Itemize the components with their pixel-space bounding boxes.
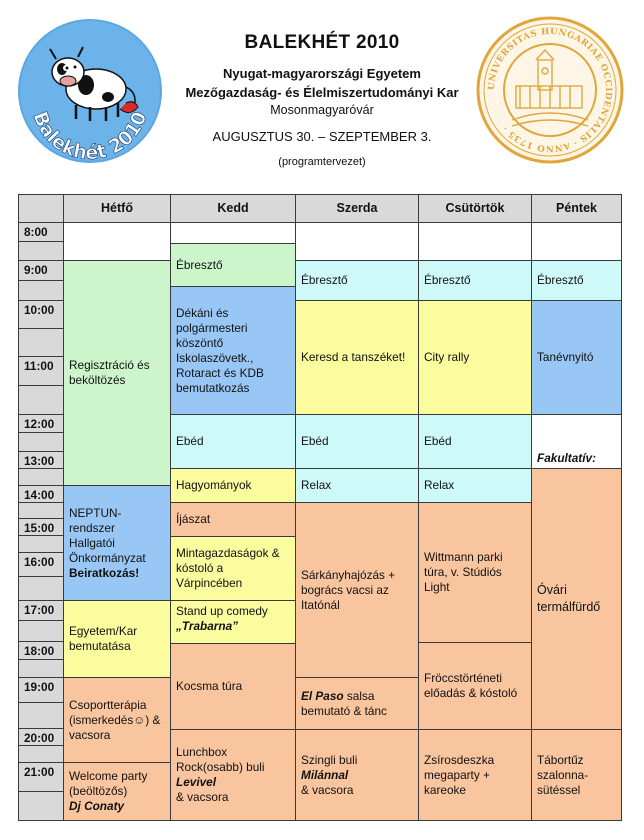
event-text: Dékáni és polgármesteri köszöntő Iskolaszövetk., Rotaract és KDB bemutatkozás bbox=[176, 305, 264, 395]
time-half bbox=[18, 535, 64, 553]
event-text: Mintagazdaságok & kóstoló a Várpincében bbox=[176, 546, 280, 590]
event-city-rally bbox=[418, 300, 532, 415]
time-label: 16:00 bbox=[18, 552, 64, 577]
event-text: Ébresztő bbox=[301, 273, 348, 287]
event-fakultativ bbox=[531, 414, 622, 469]
event-sarkanyhajozas bbox=[295, 502, 419, 678]
time-label: 18:00 bbox=[18, 641, 64, 660]
time-label: 12:00 bbox=[18, 414, 64, 433]
time-half bbox=[18, 659, 64, 678]
event-text: salsa bemutató & tánc bbox=[301, 688, 387, 718]
event-text: Fakultatív: bbox=[537, 451, 596, 465]
time-half bbox=[18, 468, 64, 486]
event-keresd-tanszeket bbox=[295, 300, 419, 415]
event-text: Íjászat bbox=[176, 512, 211, 526]
event-text: Ebéd bbox=[176, 434, 204, 448]
event-text: Relax bbox=[301, 478, 332, 492]
event-mintagazdasagok bbox=[170, 536, 296, 601]
day-header-hetfo: Hétfő bbox=[63, 194, 171, 223]
empty-cell bbox=[418, 222, 532, 261]
event-text: Beiratkozás! bbox=[69, 565, 140, 580]
corner-header bbox=[18, 194, 64, 223]
event-egyetem bbox=[63, 600, 171, 678]
time-half bbox=[18, 502, 64, 519]
event-text: ) & vacsora bbox=[69, 712, 161, 742]
event-dates: AUGUSZTUS 30. – SZEPTEMBER 3. bbox=[212, 129, 432, 144]
faculty-name: Mezőgazdaság- és Élelmiszertudományi Kar bbox=[185, 85, 459, 100]
day-header-kedd: Kedd bbox=[170, 194, 296, 223]
balekhet-cow-logo bbox=[16, 17, 164, 165]
event-text: Regisztráció és beköltözés bbox=[69, 358, 150, 387]
university-name: Nyugat-magyarországi Egyetem bbox=[223, 66, 421, 81]
event-szingli-buli bbox=[295, 729, 419, 821]
event-kocsma-tura bbox=[170, 643, 296, 730]
time-label: 9:00 bbox=[18, 260, 64, 281]
day-header-szerda: Szerda bbox=[295, 194, 419, 223]
event-text: Egyetem/Kar bemutatása bbox=[69, 624, 138, 653]
event-text: Tanévnyitó bbox=[537, 350, 594, 364]
time-label: 19:00 bbox=[18, 677, 64, 703]
event-text: Hallgatói Önkormányzat bbox=[69, 535, 146, 565]
time-half bbox=[18, 432, 64, 452]
event-text: Milánnal bbox=[301, 767, 349, 782]
event-ebed bbox=[418, 414, 532, 469]
event-relax bbox=[295, 468, 419, 503]
time-label: 15:00 bbox=[18, 518, 64, 536]
empty-cell bbox=[63, 222, 171, 261]
event-text: Óvári termálfürdő bbox=[537, 583, 601, 614]
time-label: 20:00 bbox=[18, 728, 64, 746]
event-ebed bbox=[295, 414, 419, 469]
event-text: Keresd a tanszéket! bbox=[301, 350, 406, 364]
time-label: 17:00 bbox=[18, 600, 64, 621]
time-label: 11:00 bbox=[18, 356, 64, 386]
time-half bbox=[18, 385, 64, 415]
event-text: Sárkányhajózás + bogrács vacsi az Itatónál bbox=[301, 567, 396, 612]
event-wittmann bbox=[418, 502, 532, 643]
event-ovari-termalfurdo bbox=[531, 468, 622, 730]
event-text: Stand up comedy bbox=[176, 604, 268, 618]
page-title: BALEKHÉT 2010 bbox=[244, 32, 400, 53]
event-text: El Paso bbox=[301, 688, 344, 703]
event-text: Kocsma túra bbox=[176, 679, 243, 693]
seal-text: UNIVERSITAS HUNGARIAE OCCIDENTALIS · ANNO 1735 · bbox=[486, 26, 614, 154]
event-ebed bbox=[170, 414, 296, 469]
event-text: Levivel bbox=[176, 775, 217, 789]
time-half bbox=[18, 328, 64, 357]
event-text: & vacsora bbox=[176, 790, 229, 804]
university-seal bbox=[476, 16, 624, 164]
time-label: 21:00 bbox=[18, 762, 64, 792]
event-text: City rally bbox=[424, 350, 470, 364]
event-registration bbox=[63, 260, 171, 486]
event-text: Ébresztő bbox=[176, 257, 223, 272]
time-half bbox=[18, 576, 64, 601]
event-text: Tábortűz szalonna-sütéssel bbox=[537, 752, 589, 797]
event-text: Fröccstörténeti előadás & kóstoló bbox=[424, 671, 518, 700]
event-text: „Trabarna” bbox=[176, 619, 239, 633]
day-header-csutortok: Csütörtök bbox=[418, 194, 532, 223]
event-tabortuz bbox=[531, 729, 622, 821]
time-half bbox=[18, 241, 64, 261]
event-text: Lunchbox Rock(osabb) buli bbox=[176, 745, 265, 774]
event-text: Szingli buli bbox=[301, 752, 358, 767]
empty-cell bbox=[531, 222, 622, 261]
event-text: Hagyományok bbox=[176, 478, 252, 492]
event-standup bbox=[170, 600, 296, 644]
day-header-pentek: Péntek bbox=[531, 194, 622, 223]
empty-cell bbox=[295, 222, 419, 261]
time-half bbox=[18, 280, 64, 301]
logo-text: Balekhét 2010 bbox=[28, 108, 152, 165]
town-name: Mosonmagyaróvár bbox=[270, 103, 374, 117]
event-tanevnyito bbox=[531, 300, 622, 415]
event-relax bbox=[418, 468, 532, 503]
event-text: Wittmann parki túra, v. Stúdiós Light bbox=[424, 550, 503, 594]
time-half bbox=[18, 791, 64, 821]
event-text: & vacsora bbox=[301, 782, 354, 797]
event-dekani bbox=[170, 286, 296, 415]
event-ijaszat bbox=[170, 502, 296, 537]
time-half bbox=[18, 702, 64, 729]
event-ebreszto bbox=[170, 243, 296, 287]
time-label: 8:00 bbox=[18, 222, 64, 242]
smiley-icon: ☺ bbox=[133, 712, 146, 727]
event-text: Ébresztő bbox=[537, 273, 584, 287]
event-ebreszto bbox=[531, 260, 622, 301]
event-text: Ebéd bbox=[301, 434, 329, 448]
subtitle: (programtervezet) bbox=[278, 156, 366, 168]
time-half bbox=[18, 620, 64, 642]
event-lunchbox bbox=[170, 729, 296, 821]
event-froccstorteneti bbox=[418, 642, 532, 730]
time-half bbox=[18, 745, 64, 763]
event-neptun bbox=[63, 485, 171, 601]
event-ebreszto bbox=[418, 260, 532, 301]
event-el-paso bbox=[295, 677, 419, 730]
empty-cell bbox=[170, 222, 296, 244]
time-label: 10:00 bbox=[18, 300, 64, 329]
event-hagyomanyok bbox=[170, 468, 296, 503]
event-ebreszto bbox=[295, 260, 419, 301]
event-text: Csoportterápia (ismerkedés bbox=[69, 697, 147, 727]
event-text: NEPTUN-rendszer bbox=[69, 505, 122, 535]
time-label: 14:00 bbox=[18, 485, 64, 503]
event-text: Ébresztő bbox=[424, 273, 471, 287]
time-label: 13:00 bbox=[18, 451, 64, 469]
event-csoportterapia bbox=[63, 677, 171, 763]
event-zsirosdeszka bbox=[418, 729, 532, 821]
event-text: Welcome party (beöltözős) bbox=[69, 769, 148, 798]
event-text: Dj Conaty bbox=[69, 799, 125, 813]
event-welcome-party bbox=[63, 762, 171, 821]
event-text: Relax bbox=[424, 478, 455, 492]
event-text: Zsírosdeszka megaparty + kareoke bbox=[424, 752, 495, 797]
event-text: Ebéd bbox=[424, 434, 452, 448]
